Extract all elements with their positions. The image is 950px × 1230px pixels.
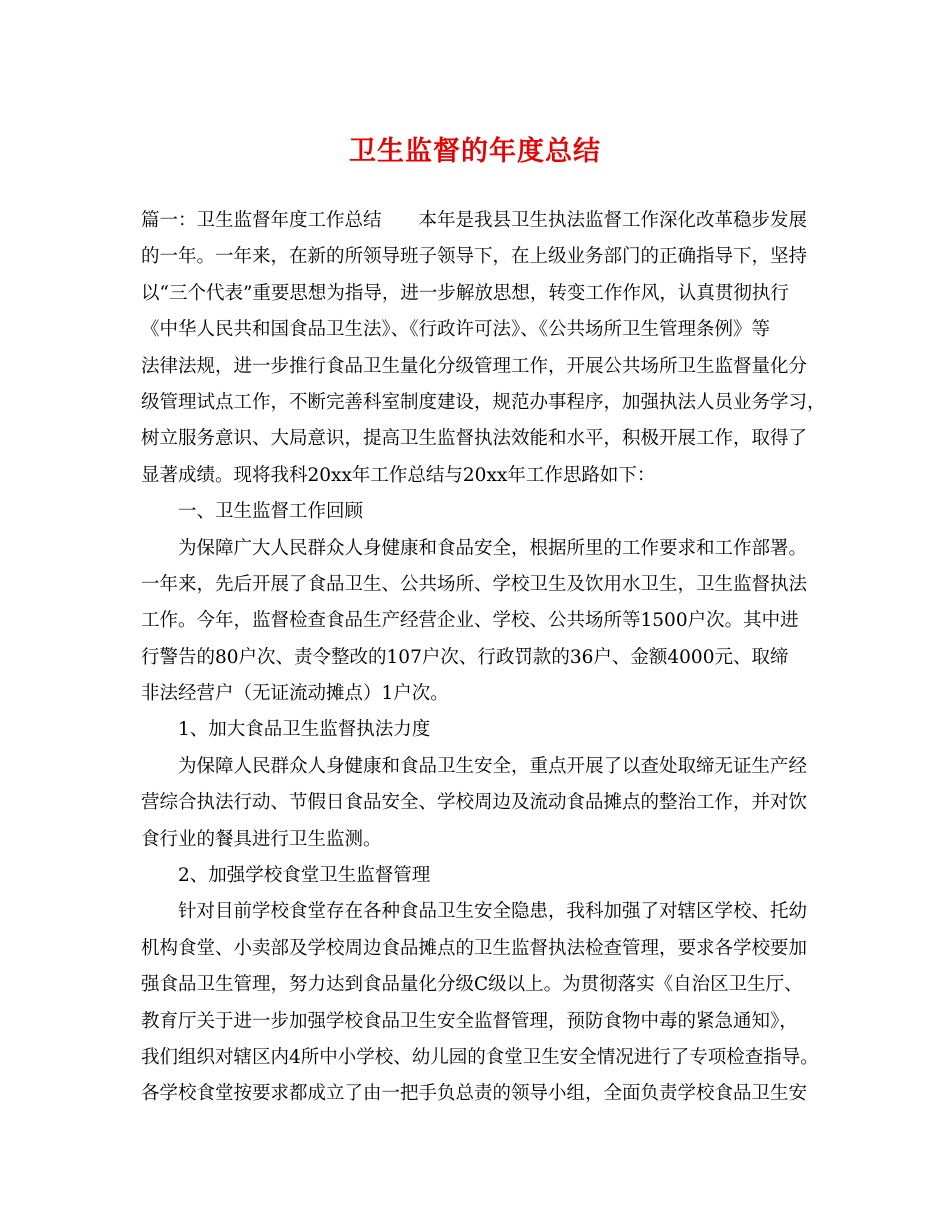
text-line: 机构食堂、小卖部及学校周边食品摊点的卫生监督执法检查管理，要求各学校要加 <box>141 937 808 959</box>
document-title: 卫生监督的年度总结 <box>349 136 601 167</box>
text-line: 非法经营户（无证流动摊点）1户次。 <box>141 683 449 705</box>
text-line: 营综合执法行动、节假日食品安全、学校周边及流动食品摊点的整治工作，并对饮 <box>141 792 808 814</box>
text-line: 各学校食堂按要求都成立了由一把手负总责的领导小组，全面负责学校食品卫生安 <box>141 1083 808 1105</box>
text-line: 级管理试点工作，不断完善科室制度建设，规范办事程序，加强执法人员业务学习， <box>141 391 826 413</box>
text-line: 我们组织对辖区内4所中小学校、幼儿园的食堂卫生安全情况进行了专项检查指导。 <box>141 1046 819 1068</box>
text-line: 显著成绩。现将我科20xx年工作总结与20xx年工作思路如下： <box>141 464 656 486</box>
text-line: 为保障广大人民群众人身健康和食品安全，根据所里的工作要求和工作部署。 <box>178 537 808 559</box>
text-line: 强食品卫生管理，努力达到食品量化分级C级以上。为贯彻落实《自治区卫生厅、 <box>141 974 803 996</box>
text-line: 以“三个代表”重要思想为指导，进一步解放思想，转变工作作风，认真贯彻执行 <box>141 282 789 304</box>
text-line: 的一年。一年来，在新的所领导班子领导下，在上级业务部门的正确指导下，坚持 <box>141 246 808 268</box>
text-line: 教育厅关于进一步加强学校食品卫生安全监督管理，预防食物中毒的紧急通知》， <box>141 1010 798 1032</box>
document-body <box>141 203 831 1113</box>
text-line: 针对目前学校食堂存在各种食品卫生安全隐患，我科加强了对辖区学校、托幼 <box>178 901 808 923</box>
section-heading: 一、卫生监督工作回顾 <box>178 501 364 523</box>
text-line: 为保障人民群众人身健康和食品卫生安全，重点开展了以查处取缔无证生产经 <box>178 755 808 777</box>
text-line: 工作。今年，监督检查食品生产经营企业、学校、公共场所等1500户次。其中进 <box>141 610 799 632</box>
text-line: 《中华人民共和国食品卫生法》、《行政许可法》、《公共场所卫生管理条例》等 <box>141 319 771 341</box>
text-line: 法律法规，进一步推行食品卫生量化分级管理工作，开展公共场所卫生监督量化分 <box>141 355 808 377</box>
text-line: 一年来，先后开展了食品卫生、公共场所、学校卫生及饮用水卫生，卫生监督执法 <box>141 573 808 595</box>
text-line: 食行业的餐具进行卫生监测。 <box>141 828 382 850</box>
section-heading: 1、加大食品卫生监督执法力度 <box>178 719 431 741</box>
text-line: 篇一：卫生监督年度工作总结 本年是我县卫生执法监督工作深化改革稳步发展 <box>141 210 808 231</box>
section-heading: 2、加强学校食堂卫生监督管理 <box>178 865 431 887</box>
text-line: 行警告的80户次、责令整改的107户次、行政罚款的36户、金额4000元、取缔 <box>141 646 789 668</box>
text-line: 树立服务意识、大局意识，提高卫生监督执法效能和水平，积极开展工作，取得了 <box>141 428 808 450</box>
